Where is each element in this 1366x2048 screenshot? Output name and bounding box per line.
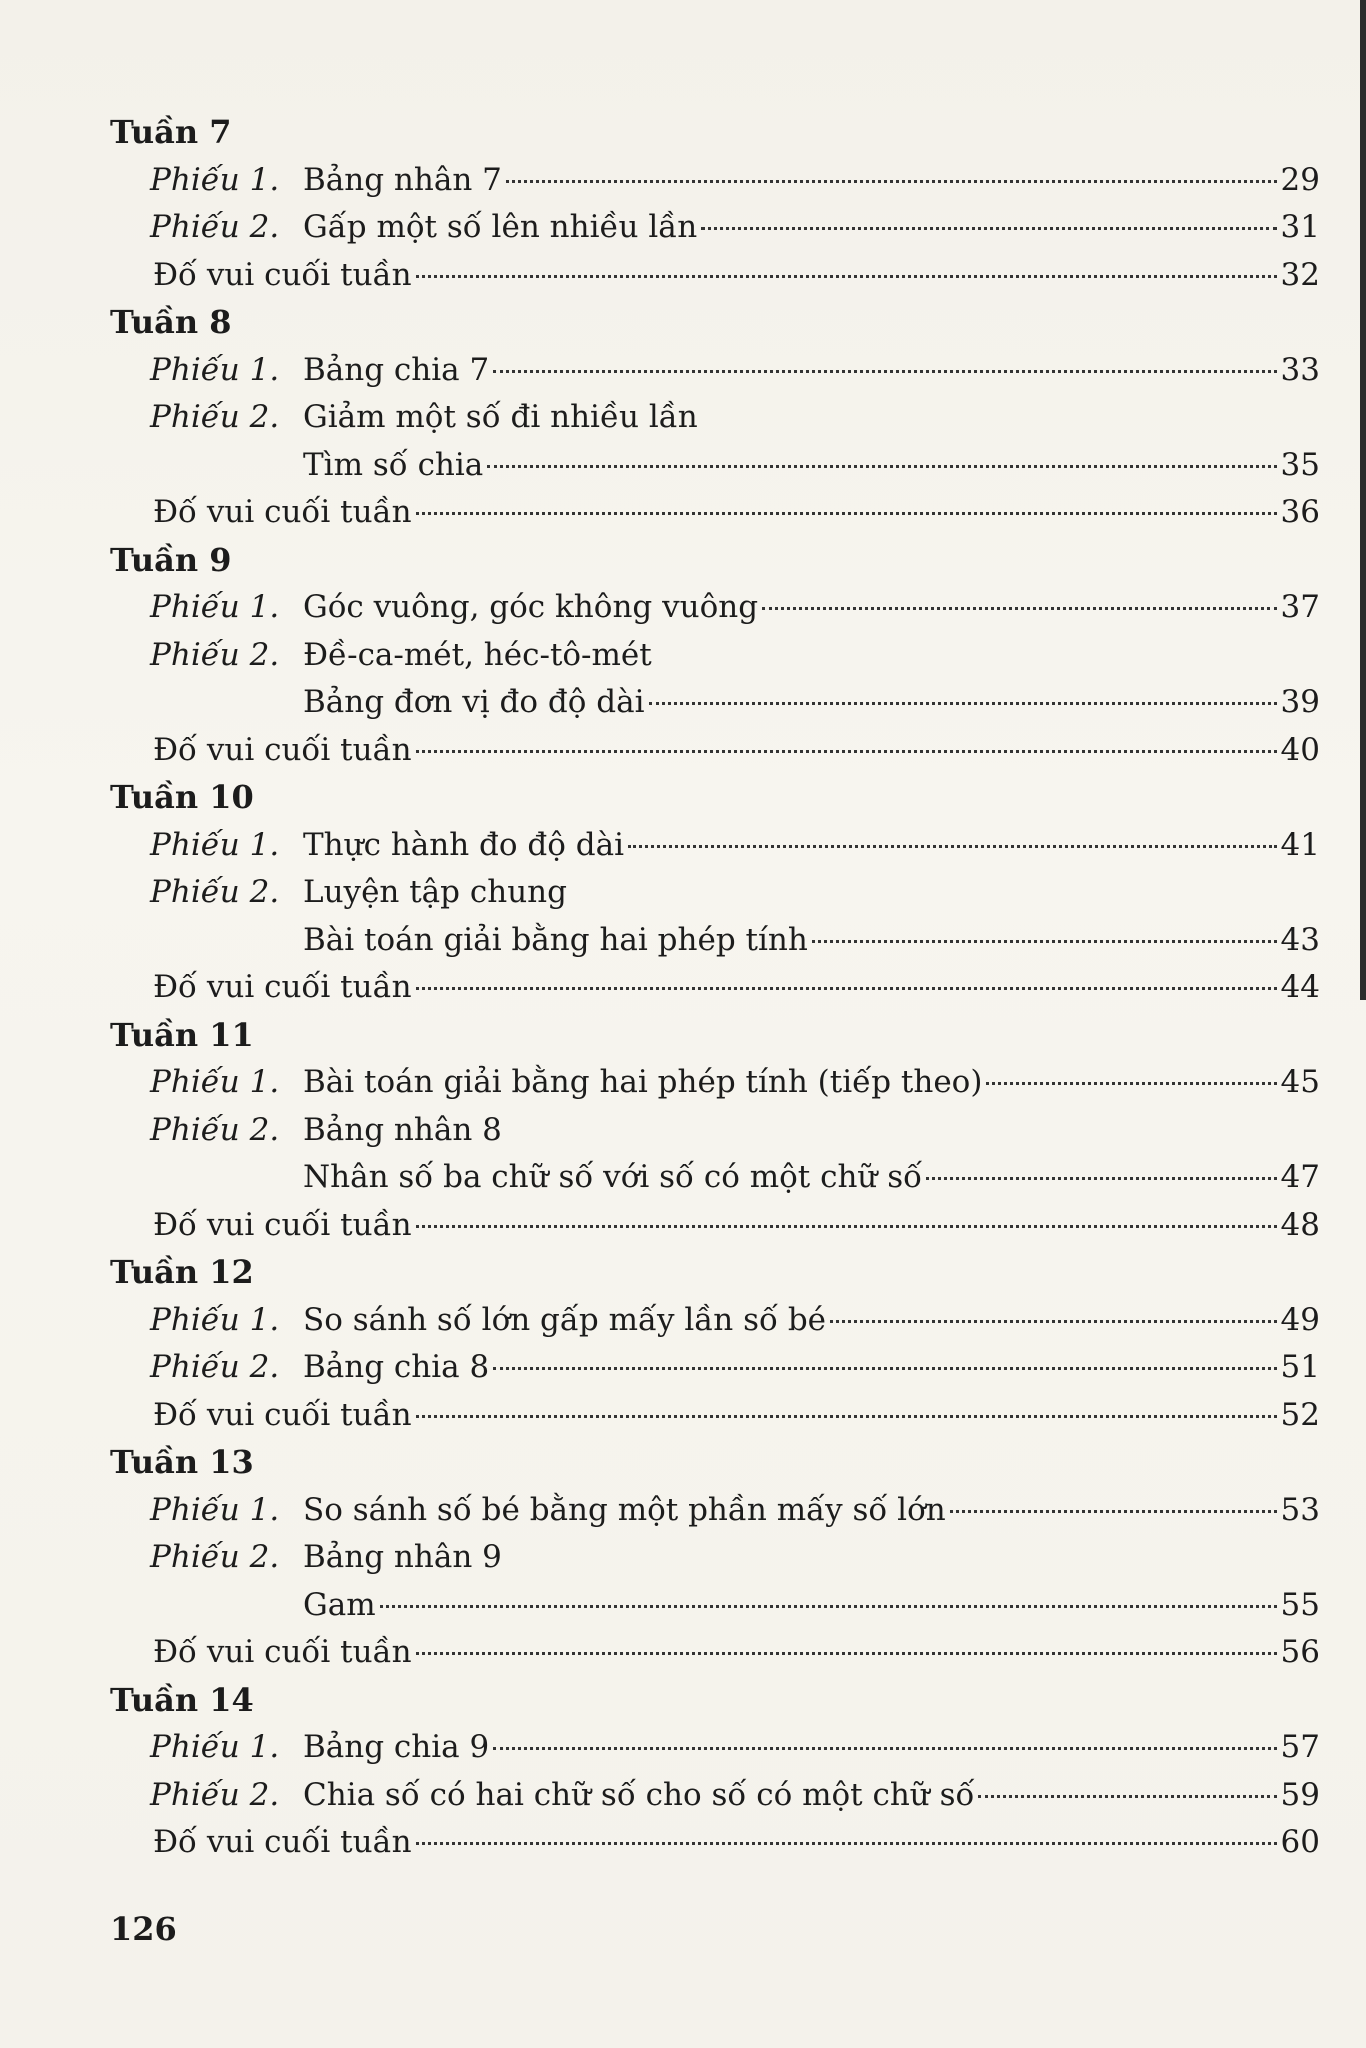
entry-title: Đố vui cuối tuần <box>153 1634 412 1670</box>
entry-page-number: 55 <box>1280 1586 1320 1623</box>
week-heading: Tuần 11 <box>110 1015 254 1054</box>
dot-leader <box>986 1082 1276 1085</box>
dot-leader <box>380 1605 1277 1608</box>
toc-entry <box>153 1205 1320 1245</box>
toc-entry <box>150 1490 1320 1530</box>
week-heading: Tuần 8 <box>110 303 232 341</box>
week-heading: Tuần 9 <box>110 540 232 579</box>
entry-title: Đố vui cuối tuần <box>153 1396 412 1433</box>
worksheet-label: Phiếu 1. <box>150 589 280 625</box>
entry-page-number: 31 <box>1280 209 1320 245</box>
entry-title: Bảng chia 8 <box>303 1349 490 1385</box>
entry-title: Tìm số chia <box>303 446 484 483</box>
worksheet-label: Phiếu 2. <box>150 399 280 435</box>
toc-entry <box>150 1347 1320 1387</box>
worksheet-label: Phiếu 1. <box>150 1491 280 1528</box>
entry-page-number: 59 <box>1280 1776 1320 1813</box>
toc-entry <box>153 1395 1320 1435</box>
dot-leader <box>493 370 1276 373</box>
entry-title: So sánh số bé bằng một phần mấy số lớn <box>303 1491 946 1528</box>
toc-entry <box>150 587 1320 627</box>
entry-page-number: 37 <box>1280 589 1320 625</box>
toc-entry <box>150 1727 1320 1767</box>
entry-title: Bảng đơn vị đo độ dài <box>303 684 645 720</box>
dot-leader <box>416 512 1277 515</box>
entry-title: Đố vui cuối tuần <box>153 494 412 530</box>
dot-leader <box>701 227 1276 230</box>
toc-entry-line <box>150 1110 502 1150</box>
worksheet-label: Phiếu 2. <box>150 1539 280 1575</box>
toc-entry <box>150 160 1320 200</box>
dot-leader <box>416 1652 1277 1655</box>
week-heading: Tuần 14 <box>110 1680 254 1719</box>
entry-page-number: 48 <box>1280 1206 1320 1243</box>
worksheet-label: Phiếu 1. <box>150 1064 280 1100</box>
entry-title: Góc vuông, góc không vuông <box>303 589 759 625</box>
entry-page-number: 32 <box>1280 256 1320 293</box>
entry-title: Đố vui cuối tuần <box>153 256 412 293</box>
worksheet-label: Phiếu 1. <box>150 1301 280 1338</box>
worksheet-label: Phiếu 1. <box>150 161 280 198</box>
page-number: 126 <box>110 1910 177 1948</box>
toc-entry <box>150 350 1320 390</box>
entry-title: Giảm một số đi nhiều lần <box>303 399 698 435</box>
toc-entry <box>150 1300 1320 1340</box>
worksheet-label: Phiếu 2. <box>150 1111 280 1148</box>
dot-leader <box>926 1177 1276 1180</box>
entry-title: Luyện tập chung <box>303 874 567 910</box>
dot-leader <box>416 750 1277 753</box>
entry-title: Thực hành đo độ dài <box>303 826 625 863</box>
entry-title: Bảng nhân 9 <box>303 1539 502 1575</box>
toc-entry <box>150 207 1320 247</box>
dot-leader <box>628 845 1277 848</box>
entry-page-number: 33 <box>1280 351 1320 388</box>
toc-entry-line <box>150 635 652 675</box>
week-heading: Tuần 7 <box>110 113 232 151</box>
toc-entry <box>153 1632 1320 1672</box>
dot-leader <box>950 1510 1277 1513</box>
entry-title: Bảng chia 7 <box>303 351 490 388</box>
worksheet-label: Phiếu 2. <box>150 209 280 245</box>
entry-title: Đố vui cuối tuần <box>153 731 412 768</box>
entry-title: Gấp một số lên nhiều lần <box>303 209 698 245</box>
dot-leader <box>506 180 1277 183</box>
dot-leader <box>493 1367 1276 1370</box>
entry-title: Đố vui cuối tuần <box>153 1206 412 1243</box>
dot-leader <box>762 607 1276 610</box>
toc-entry <box>150 1062 1320 1102</box>
toc-entry <box>150 825 1320 865</box>
worksheet-label: Phiếu 2. <box>150 1776 280 1813</box>
dot-leader <box>812 940 1277 943</box>
entry-page-number: 44 <box>1280 969 1320 1005</box>
worksheet-label: Phiếu 2. <box>150 874 280 910</box>
entry-page-number: 60 <box>1280 1824 1320 1860</box>
page-edge-shadow <box>1360 0 1366 1000</box>
toc-entry <box>150 1157 1320 1197</box>
toc-entry <box>150 445 1320 485</box>
toc-entry <box>150 682 1320 722</box>
worksheet-label: Phiếu 2. <box>150 636 280 673</box>
entry-title: Bảng nhân 7 <box>303 161 502 198</box>
entry-title: Đố vui cuối tuần <box>153 969 412 1005</box>
toc-entry <box>153 967 1320 1007</box>
dot-leader <box>493 1747 1276 1750</box>
week-heading: Tuần 12 <box>110 1253 254 1291</box>
entry-page-number: 29 <box>1280 161 1320 198</box>
dot-leader <box>416 1842 1277 1845</box>
toc-entry-line <box>150 1537 502 1577</box>
toc-entry <box>150 1585 1320 1625</box>
toc-entry <box>150 920 1320 960</box>
dot-leader <box>649 702 1277 705</box>
entry-page-number: 49 <box>1280 1301 1320 1338</box>
entry-title: Gam <box>303 1586 376 1623</box>
worksheet-label: Phiếu 2. <box>150 1349 280 1385</box>
entry-page-number: 47 <box>1280 1159 1320 1195</box>
entry-title: Đề-ca-mét, héc-tô-mét <box>303 636 652 673</box>
entry-page-number: 52 <box>1280 1396 1320 1433</box>
entry-page-number: 51 <box>1280 1349 1320 1385</box>
entry-page-number: 39 <box>1280 684 1320 720</box>
toc-entry <box>153 1822 1320 1862</box>
toc-entry <box>153 730 1320 770</box>
entry-page-number: 57 <box>1280 1729 1320 1765</box>
worksheet-label: Phiếu 1. <box>150 826 280 863</box>
toc-entry-line <box>150 397 698 437</box>
entry-page-number: 53 <box>1280 1491 1320 1528</box>
worksheet-label: Phiếu 1. <box>150 1729 280 1765</box>
dot-leader <box>487 465 1276 468</box>
toc-entry-line <box>150 872 567 912</box>
toc-entry <box>153 492 1320 532</box>
entry-page-number: 36 <box>1280 494 1320 530</box>
entry-page-number: 35 <box>1280 446 1320 483</box>
dot-leader <box>416 987 1277 990</box>
dot-leader <box>416 1415 1277 1418</box>
entry-page-number: 56 <box>1280 1634 1320 1670</box>
entry-title: Bảng chia 9 <box>303 1729 490 1765</box>
dot-leader <box>978 1795 1276 1798</box>
entry-page-number: 43 <box>1280 921 1320 958</box>
entry-page-number: 45 <box>1280 1064 1320 1100</box>
dot-leader <box>416 275 1277 278</box>
entry-page-number: 40 <box>1280 731 1320 768</box>
entry-title: Bài toán giải bằng hai phép tính <box>303 921 808 958</box>
worksheet-label: Phiếu 1. <box>150 351 280 388</box>
toc-entry <box>153 255 1320 295</box>
entry-title: Đố vui cuối tuần <box>153 1824 412 1860</box>
dot-leader <box>416 1225 1277 1228</box>
dot-leader <box>830 1320 1277 1323</box>
entry-title: Bài toán giải bằng hai phép tính (tiếp theo) <box>303 1064 983 1100</box>
week-heading: Tuần 13 <box>110 1443 254 1481</box>
entry-title: Nhân số ba chữ số với số có một chữ số <box>303 1159 923 1195</box>
entry-title: So sánh số lớn gấp mấy lần số bé <box>303 1301 827 1338</box>
entry-page-number: 41 <box>1280 826 1320 863</box>
entry-title: Chia số có hai chữ số cho số có một chữ số <box>303 1776 975 1813</box>
week-heading: Tuần 10 <box>110 778 254 816</box>
entry-title: Bảng nhân 8 <box>303 1111 502 1148</box>
toc-entry <box>150 1775 1320 1815</box>
